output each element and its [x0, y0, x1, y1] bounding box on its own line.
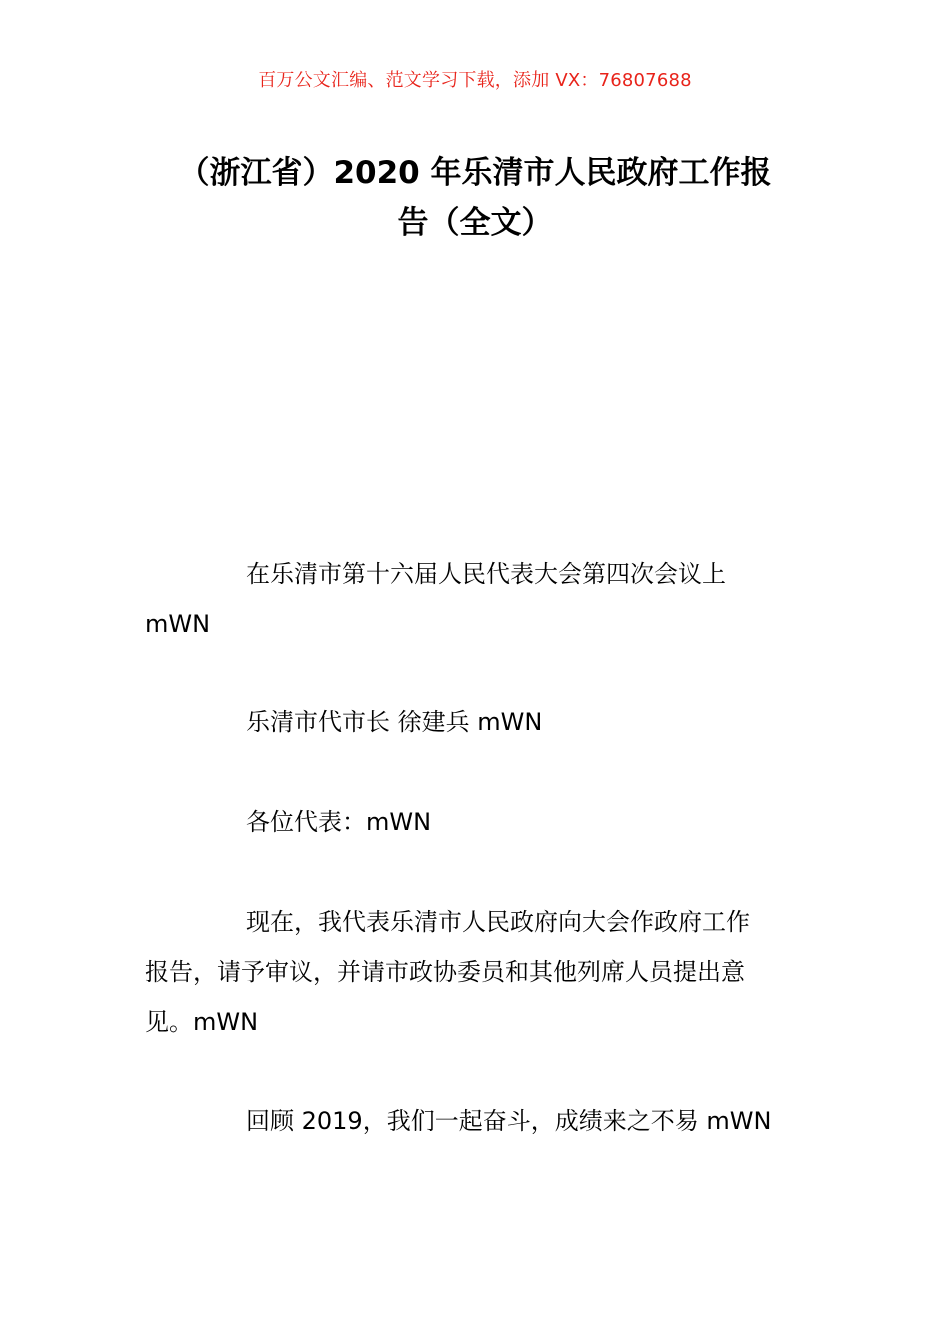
paragraph-review: [145, 1096, 810, 1146]
document-title: [140, 148, 810, 248]
paragraph-line: 见。mWN: [145, 1008, 259, 1036]
paragraph-salutation: [145, 797, 810, 847]
paragraph-intro: [145, 897, 810, 1047]
paragraph-line: 现在，我代表乐清市人民政府向大会作政府工作: [246, 908, 750, 936]
header-banner: 百万公文汇编、范文学习下载，添加 VX：76807688: [258, 70, 692, 91]
paragraph-line: 乐清市代市长 徐建兵 mWN: [246, 708, 543, 736]
paragraph-line: mWN: [145, 610, 211, 638]
title-line-1: （浙江省）2020 年乐清市人民政府工作报: [178, 155, 772, 191]
paragraph-line: 报告，请予审议，并请市政协委员和其他列席人员提出意: [145, 958, 745, 986]
paragraph-line: 各位代表：mWN: [246, 808, 432, 836]
title-line-2: 告（全文）: [397, 205, 553, 241]
paragraph-meeting: [145, 549, 810, 649]
paragraph-speaker: [145, 697, 810, 747]
paragraph-line: 在乐清市第十六届人民代表大会第四次会议上: [246, 560, 726, 588]
paragraph-line: 回顾 2019，我们一起奋斗，成绩来之不易 mWN: [246, 1107, 772, 1135]
